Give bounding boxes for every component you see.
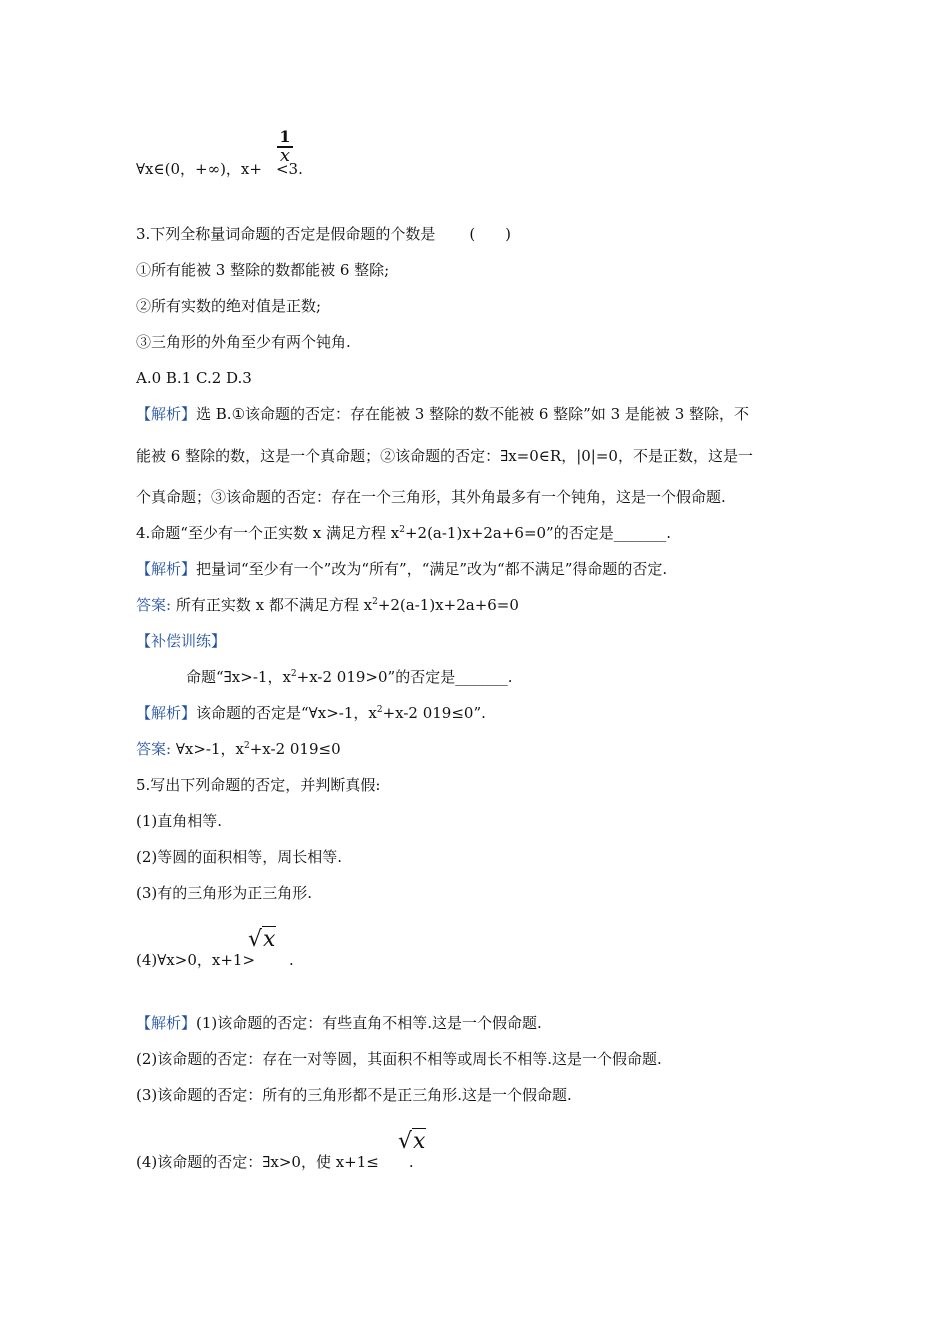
q4-answer-exponent: 2	[372, 597, 378, 607]
q4-explanation-tag: 【解析】	[136, 560, 197, 578]
q4-explanation-text: 把量词“至少有一个”改为“所有”，“满足”改为“都不满足”得命题的否定.	[196, 560, 668, 578]
q5-answer-4	[136, 1152, 414, 1172]
q4-explanation-line	[136, 559, 667, 579]
q3-option-2: ②所有实数的绝对值是正数;	[136, 297, 322, 315]
q3-option-3: ③三角形的外角至少有两个钝角.	[136, 333, 351, 351]
q4-answer-a: 所有正实数 x 都不满足方程 x	[175, 596, 373, 614]
q5-part-4-text: (4)∀x>0，x+1>	[136, 951, 256, 969]
q3-answer-paren: ( )	[469, 225, 512, 243]
q5-answer-3: (3)该命题的否定：所有的三角形都不是正三角形.这是一个假命题.	[136, 1086, 572, 1104]
comp-answer-label: 答案:	[136, 740, 172, 758]
q5-part-4-end: .	[289, 951, 294, 969]
q5-answer-line-1	[136, 1013, 542, 1033]
comp-stem-exponent: 2	[290, 669, 297, 679]
sqrt-radicand: x	[263, 927, 276, 952]
compensation-title: 【补偿训练】	[136, 632, 227, 650]
fraction-numerator: 1	[279, 127, 291, 146]
comp-explanation-tag: 【解析】	[136, 704, 197, 722]
fraction-denominator: x	[279, 145, 291, 166]
q5-stem: 5.写出下列命题的否定，并判断真假:	[136, 776, 381, 794]
statement-line	[136, 159, 303, 179]
q5-part-1: (1)直角相等.	[136, 812, 223, 830]
comp-answer-a: ∀x>-1，x	[175, 740, 244, 758]
statement-text: ∀x∈(0，+∞)，x+	[136, 160, 262, 178]
comp-answer-exponent: 2	[244, 741, 250, 751]
q3-explanation-tag: 【解析】	[136, 405, 197, 423]
q4-stem-a: 4.命题“至少有一个正实数 x 满足方程 x	[136, 524, 400, 542]
comp-answer-b: +x-2 019≤0	[249, 740, 341, 758]
comp-explanation-a: 该命题的否定是“∀x>-1，x	[196, 704, 377, 722]
q5-answer-4-end: .	[408, 1153, 414, 1171]
q5-part-3: (3)有的三角形为正三角形.	[136, 884, 313, 902]
sqrt-x-answer: √x	[398, 1129, 426, 1154]
q5-answer-1: (1)该命题的否定：有些直角不相等.这是一个假命题.	[196, 1014, 542, 1032]
q3-stem-line	[136, 224, 511, 244]
comp-answer-line	[136, 739, 341, 759]
q4-answer-label: 答案:	[136, 596, 172, 614]
q3-explanation-line-1	[136, 404, 749, 424]
q5-answer-2: (2)该命题的否定：存在一对等圆，其面积不相等或周长不相等.这是一个假命题.	[136, 1050, 662, 1068]
comp-explanation-b: +x-2 019≤0”.	[382, 704, 486, 722]
comp-explanation-exponent: 2	[376, 705, 383, 715]
comp-stem-b: +x-2 019>0”的否定是_______.	[296, 668, 513, 686]
q5-part-2: (2)等圆的面积相等，周长相等.	[136, 848, 343, 866]
statement-tail: <3.	[275, 160, 303, 178]
q4-stem-b: +2(a-1)x+2a+6=0”的否定是_______.	[404, 524, 671, 542]
q3-explanation-line-2: 能被 6 整除的数，这是一个真命题；②该命题的否定：∃x=0∈R，|0|=0，不是正数，这是一	[136, 447, 753, 465]
q5-answer-4-text: (4)该命题的否定：∃x>0，使 x+1≤	[136, 1153, 379, 1171]
q3-option-1: ①所有能被 3 整除的数都能被 6 整除;	[136, 261, 390, 279]
comp-stem-line	[186, 667, 512, 687]
q4-answer-b: +2(a-1)x+2a+6=0	[377, 596, 519, 614]
q4-answer-line	[136, 595, 519, 615]
q5-explanation-tag: 【解析】	[136, 1014, 197, 1032]
q3-choices: A.0 B.1 C.2 D.3	[136, 369, 252, 387]
sqrt-radicand-answer: x	[413, 1129, 426, 1154]
sqrt-x-q5: √x	[248, 927, 276, 952]
q4-stem-exponent: 2	[399, 525, 405, 535]
q3-explanation-line-3: 个真命题；③该命题的否定：存在一个三角形，其外角最多有一个钝角，这是一个假命题.	[136, 488, 726, 506]
q3-explanation-text-1: 选 B.①该命题的否定：存在能被 3 整除的数不能被 6 整除”如 3 是能被 3 整除，不	[196, 405, 750, 423]
comp-stem-a: 命题“∃x>-1，x	[186, 668, 291, 686]
comp-explanation-line	[136, 703, 486, 723]
q5-part-4	[136, 950, 294, 970]
q4-stem-line	[136, 523, 671, 543]
q3-stem: 3.下列全称量词命题的否定是假命题的个数是	[136, 225, 436, 243]
